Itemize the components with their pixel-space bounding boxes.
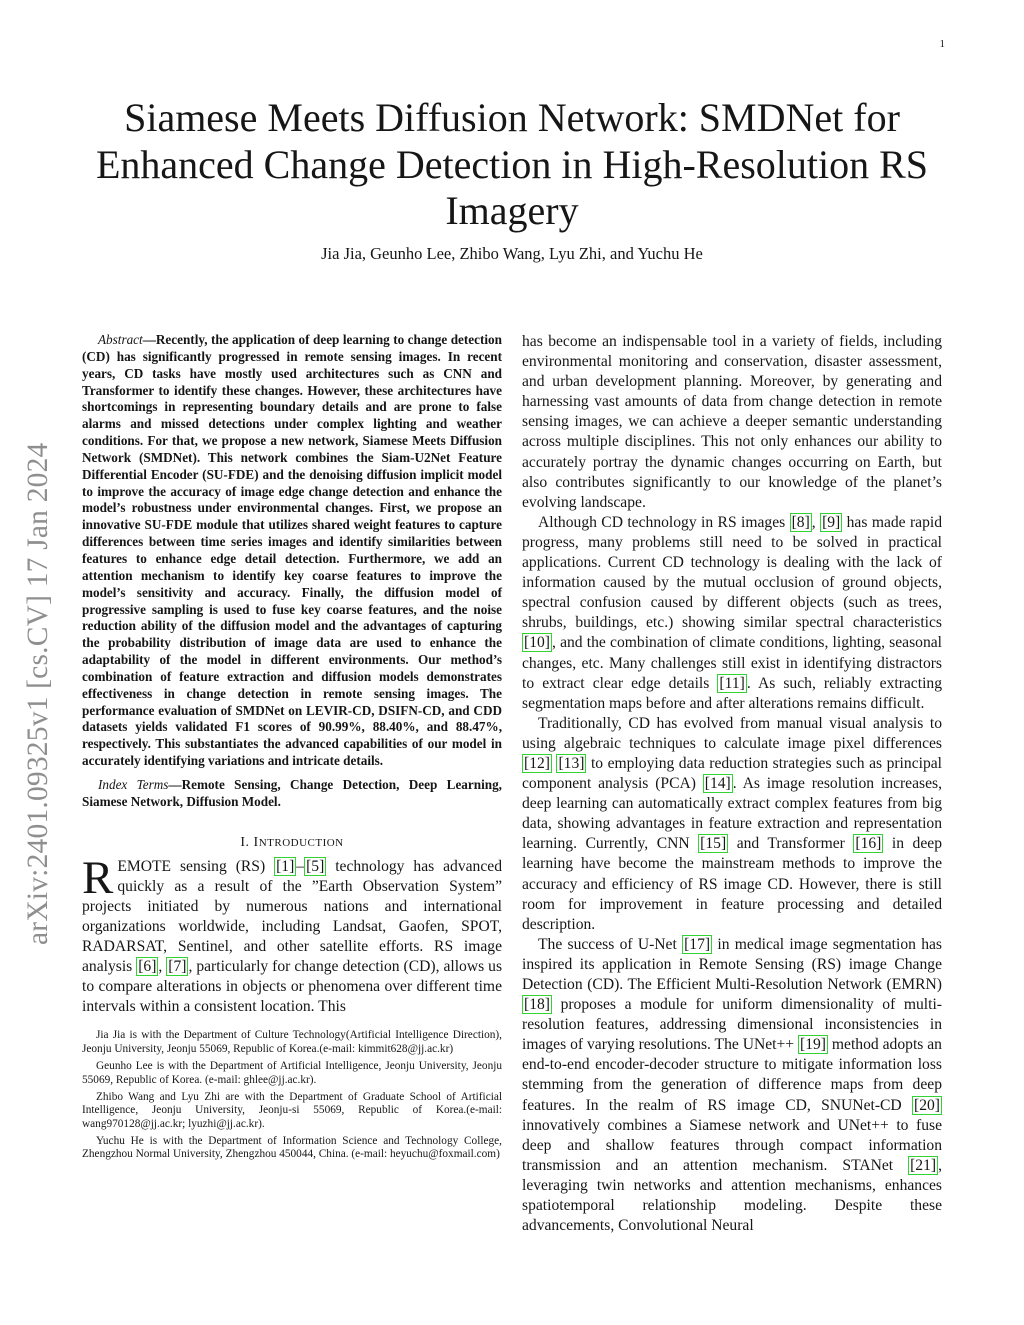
arxiv-identifier: arXiv:2401.09325v1 [cs.CV] 17 Jan 2024 — [22, 442, 54, 945]
citation-link[interactable]: [11] — [719, 674, 745, 692]
page-number: 1 — [939, 38, 945, 50]
footnotes — [82, 1029, 502, 1162]
index-terms-label: Index Terms — [98, 776, 169, 792]
footnote: Yuchu He is with the Department of Information Science and Technology College, Zhengzhou Normal University, Zhengzhou 450044, China. (e-mail: heyuchu@foxmail.com) — [82, 1134, 502, 1161]
citation-link[interactable]: [21] — [910, 1156, 937, 1174]
index-terms-text: —Remote Sensing, Change Detection, Deep Learning, Siamese Network, Diffusion Model. — [82, 776, 502, 809]
citation-link[interactable]: [14] — [704, 775, 731, 793]
abstract-label: Abstract — [98, 332, 143, 347]
citation-link[interactable]: [17] — [684, 935, 711, 953]
footnote: Geunho Lee is with the Department of Artificial Intelligence, Jeonju University, Jeonju 55069, Republic of Korea. (e-mail: ghlee@jj.ac.kr). — [82, 1059, 502, 1086]
paper-title: Siamese Meets Diffusion Network: SMDNet for Enhanced Change Detection in High-Resolution RS Imagery — [95, 95, 929, 233]
intro-paragraph-1: REMOTE sensing (RS) [1] – [5] technology has advanced quickly as a result of the ”Earth Observation System” projects initiated by numerous nations and international organizations worldwide, including Landsat, Gaofen, SPOT, RADARSAT, Sentinel, and other satellite efforts. RS image analysis [6] , [7] , particularly for change detection (CD), allows us to compare alterations in objects or phenomena over different time intervals within a consistent location. This — [82, 851, 503, 1016]
drop-cap: R — [82, 851, 114, 904]
section-heading-introduction: I. INTRODUCTION — [240, 834, 344, 850]
citation-link[interactable]: [7] — [168, 958, 187, 976]
abstract — [82, 332, 502, 770]
citation-link[interactable]: [19] — [800, 1036, 826, 1054]
citation-link[interactable]: [18] — [524, 996, 550, 1014]
footnote: Jia Jia is with the Department of Culture Technology(Artificial Intelligence Direction), Jeonju University, Jeonju 55069, Republic of Korea.(e-mail: kimmit628@jj.ac.kr) — [82, 1029, 502, 1055]
citation-link[interactable]: [8] — [791, 513, 810, 531]
citation-link[interactable]: [12] — [524, 754, 550, 772]
citation-link[interactable]: [15] — [700, 835, 727, 853]
intro-paragraph-1-continued: has become an indispensable tool in a variety of fields, including environmental monitoring and conservation, disaster assessment, and urban development planning. Moreover, by generating and harnessing vast amounts of data from change detection in remote sensing images, we can achieve a deeper semantic understanding across multiple disciplines. This not only enhances our ability to accurately portray the dynamic changes occurring on Earth, but also contributes significantly to our knowledge of the planet’s evolving landscape. — [522, 333, 942, 511]
citation-link[interactable]: [16] — [855, 835, 882, 853]
citation-link[interactable]: [6] — [138, 958, 157, 976]
citation-link[interactable]: [10] — [524, 634, 550, 652]
citation-link[interactable]: [9] — [822, 513, 841, 531]
citation-link[interactable]: [13] — [558, 754, 585, 772]
citation-link[interactable]: [5] — [306, 857, 325, 875]
citation-link[interactable]: [1] — [276, 857, 295, 875]
abstract-text: —Recently, the application of deep learning to change detection (CD) has significantly progressed in remote sensing images. In recent years, CD tasks have mostly used architectures such as CNN and Transformer to identify these changes. However, these architectures have shortcomings in representing boundary details and are prone to false alarms and missed detections under complex lighting and weather conditions. For that, we propose a new network, Siamese Meets Diffusion Network (SMDNet). This network combines the Siam-U2Net Feature Differential Encoder (SU-FDE) and the denoising diffusion implicit model to improve the accuracy of image edge change detection and enhance the model’s robustness under environmental changes. First, we propose an innovative SU-FDE module that utilizes shared weight features to capture differences between time series images and identify similarities between features to enhance edge detail detection. Furthermore, we add an attention mechanism to identify key coarse features to improve the model’s sensitivity and accuracy. Finally, the diffusion model of progressive sampling is used to fuse key coarse features, and the noise reduction ability of the diffusion model and the advantages of capturing the probability distribution of image data are used to enhance the adaptability of the model in different environments. Our method’s combination of feature extraction and diffusion models demonstrates effectiveness in change detection in remote sensing images. The performance evaluation of SMDNet on LEVIR-CD, DSIFN-CD, and CDD datasets yields validated F1 scores of 90.99%, 88.40%, and 88.47%, respectively. This substantiates the advanced capabilities of our model in accurately identifying variations and intricate details. — [82, 332, 502, 769]
author-list: Jia Jia, Geunho Lee, Zhibo Wang, Lyu Zhi, and Yuchu He — [321, 244, 703, 263]
right-column — [522, 332, 942, 1236]
intro-paragraph-2: Although CD technology in RS images [8] , [9] has made rapid progress, many problems still need to be solved in practical applications. Current CD technology is dealing with the lack of information caused by the mutual occlusion of ground objects, spectral confusion caused by different objects (such as trees, shrubs, buildings, etc.) showing similar spectral characteristics [10] , and the combination of climate conditions, lighting, seasonal changes, etc. Many challenges still exist in identifying distractors to extract clear edge details [11] . As such, reliably extracting segmentation maps before and after alterations remains difficult. — [522, 513, 943, 712]
index-terms — [82, 777, 502, 811]
citation-link[interactable]: [20] — [914, 1096, 940, 1114]
intro-paragraph-4: The success of U-Net [17] in medical image segmentation has inspired its application in Remote Sensing (RS) image Change Detection (CD). The Efficient Multi-Resolution Network (EMRN) [18] proposes a module for uniform dimensionality of multi-resolution features, addressing dimensional inconsistencies in images of varying resolutions. The UNet++ [19] method adopts an end-to-end encoder-decoder structure to mitigate information loss stemming from the generation of difference maps from deep features. In the realm of RS image CD, SNUNet-CD [20] innovatively combines a Siamese network and UNet++ to fuse deep and shallow features through compact information transmission and an attention mechanism. STANet [21] , leveraging twin networks and attention mechanisms, enhances spatiotemporal relationship modeling. Despite these advancements, Convolutional Neural — [522, 935, 942, 1235]
left-column — [82, 332, 502, 1165]
footnote: Zhibo Wang and Lyu Zhi are with the Department of Graduate School of Artificial Intelligence, Jeonju University, Jeonju-si 55069, Republic of Korea.(e-mail: wang970128@jj.ac.kr; lyuzhi@jj.ac.kr). — [82, 1090, 502, 1130]
intro-paragraph-3: Traditionally, CD has evolved from manual visual analysis to using algebraic techniques to calculate image pixel differences [12] [13] to employing data reduction strategies such as principal component analysis (PCA) [14] . As image resolution increases, deep learning can automatically extract complex features from big data, showing advantages in feature extraction and representation learning. Currently, CNN [15] and Transformer [16] in deep learning have become the mainstream methods to improve the accuracy and efficiency of RS image CD. However, there is still room for improvement in feature processing and detailed description. — [522, 714, 942, 933]
